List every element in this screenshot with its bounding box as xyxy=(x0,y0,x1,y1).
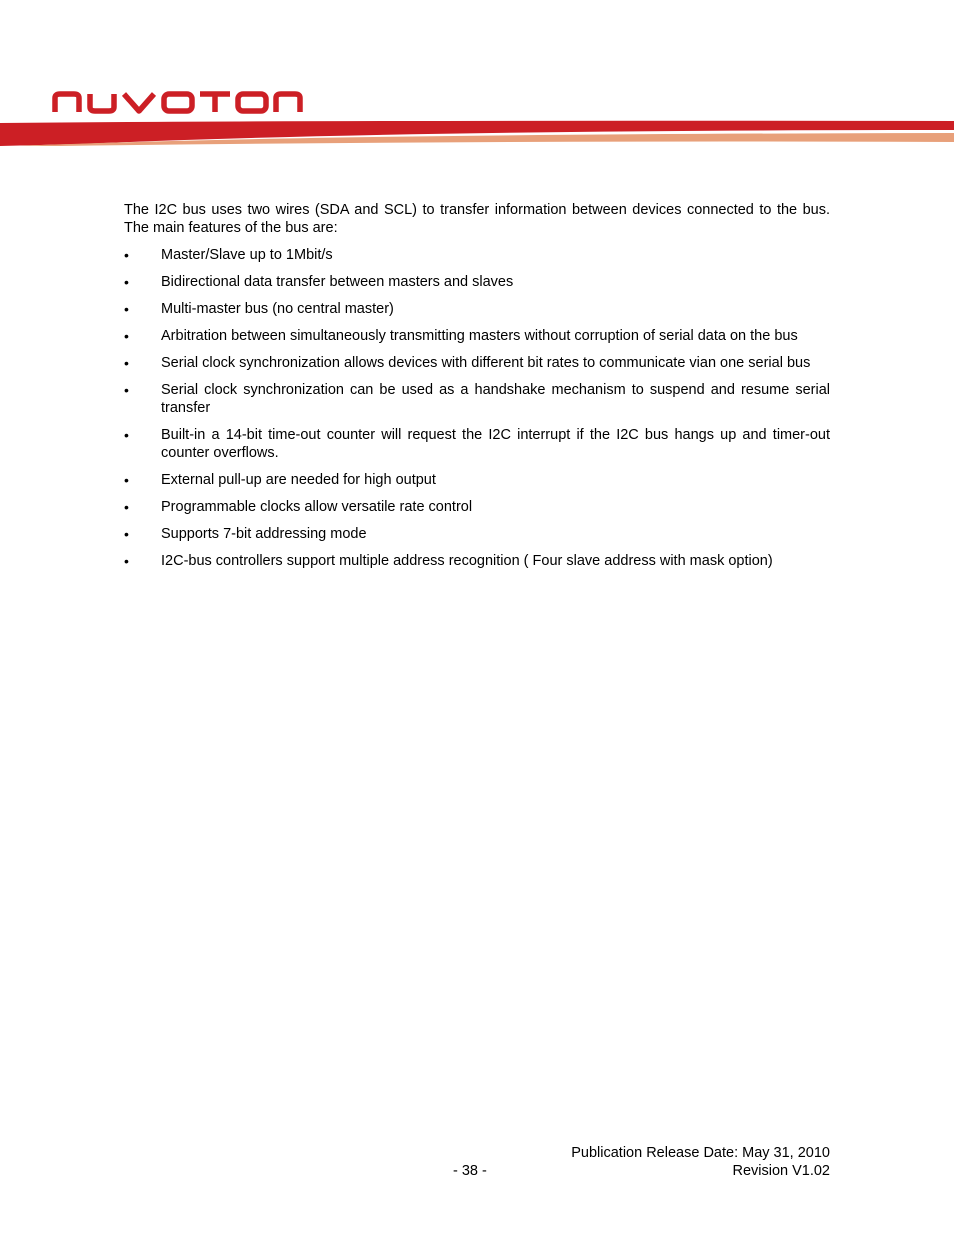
list-item xyxy=(124,300,830,318)
bullet-icon: • xyxy=(124,472,129,488)
feature-text: Programmable clocks allow versatile rate control xyxy=(161,499,473,515)
bullet-icon: • xyxy=(124,247,129,263)
list-item xyxy=(124,327,830,345)
revision-label: Revision V1.02 xyxy=(732,1163,830,1179)
list-item xyxy=(124,273,830,291)
header-swoosh-stripe xyxy=(0,118,954,148)
list-item xyxy=(124,381,830,417)
nuvoton-logo xyxy=(50,88,310,116)
bullet-icon: • xyxy=(124,274,129,290)
feature-text: Serial clock synchronization allows devices with different bit rates to communicate vian one serial bus xyxy=(161,355,811,371)
bullet-icon: • xyxy=(124,301,129,317)
list-item xyxy=(124,525,830,543)
list-item xyxy=(124,471,830,489)
feature-text: Arbitration between simultaneously transmitting masters without corruption of serial data on the bus xyxy=(161,328,798,344)
document-body xyxy=(124,201,830,570)
feature-text: External pull-up are needed for high output xyxy=(161,472,436,488)
page-header xyxy=(0,0,954,160)
intro-paragraph: The I2C bus uses two wires (SDA and SCL) to transfer information between devices connected to the bus. The main features of the bus are: xyxy=(124,202,830,236)
bullet-icon: • xyxy=(124,553,129,569)
feature-text: Supports 7-bit addressing mode xyxy=(161,526,367,542)
list-item xyxy=(124,354,830,372)
list-item xyxy=(124,426,830,462)
bullet-icon: • xyxy=(124,328,129,344)
list-item xyxy=(124,246,830,264)
feature-text: Serial clock synchronization can be used as a handshake mechanism to suspend and resume serial transfer xyxy=(161,382,830,416)
feature-list xyxy=(124,246,830,570)
page-number: - 38 - xyxy=(453,1163,487,1179)
feature-text: Multi-master bus (no central master) xyxy=(161,301,394,317)
feature-text: Built-in a 14-bit time-out counter will request the I2C interrupt if the I2C bus hangs up and timer-out counter overflows. xyxy=(161,427,830,461)
bullet-icon: • xyxy=(124,382,129,398)
bullet-icon: • xyxy=(124,427,129,443)
bullet-icon: • xyxy=(124,526,129,542)
feature-text: I2C-bus controllers support multiple address recognition ( Four slave address with mask option) xyxy=(161,553,773,569)
list-item xyxy=(124,498,830,516)
feature-text: Bidirectional data transfer between masters and slaves xyxy=(161,274,514,290)
bullet-icon: • xyxy=(124,499,129,515)
list-item xyxy=(124,552,830,570)
feature-text: Master/Slave up to 1Mbit/s xyxy=(161,247,333,263)
bullet-icon: • xyxy=(124,355,129,371)
publication-date: Publication Release Date: May 31, 2010 xyxy=(571,1145,830,1161)
